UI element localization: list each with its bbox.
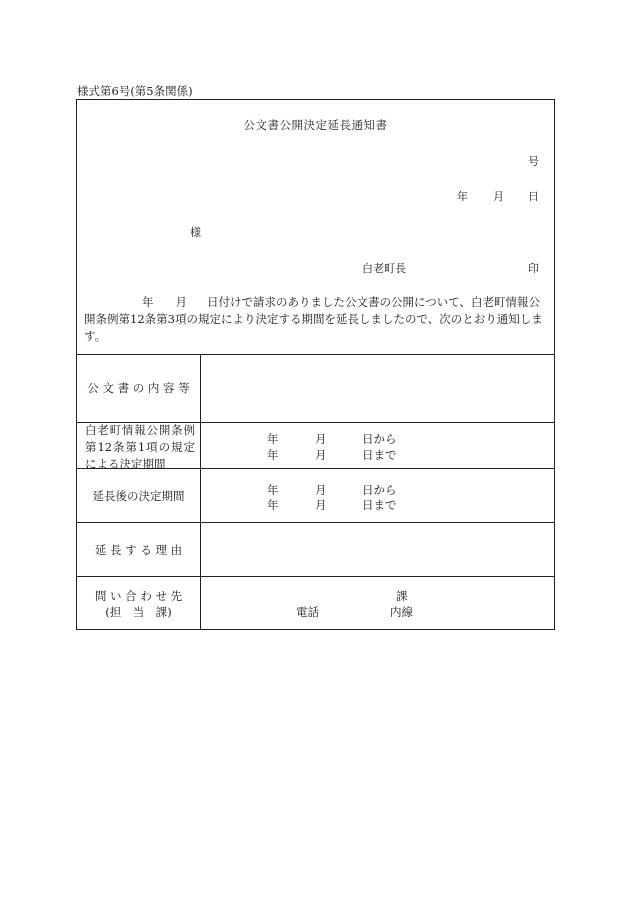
document-number-suffix: 号 [528, 155, 539, 168]
body-text: 日付けで請求のありました公文書の公開について、白老町情報公開条例第12条第3項の規定により決定する期間を延長しましたので、次のとおり通知します。 [84, 295, 543, 343]
body-year: 年 [142, 295, 154, 309]
column-divider [200, 354, 201, 629]
notice-form [76, 99, 555, 630]
date-month: 月 [493, 190, 504, 203]
extended-from-year: 年 [267, 483, 279, 497]
label-contact: 問 い 合 わ せ 先 [94, 589, 183, 603]
original-from-day: 日から [362, 432, 397, 446]
form-number-label: 様式第6号(第5条関係) [77, 84, 193, 98]
original-to-day: 日まで [362, 448, 397, 462]
seal-mark: 印 [528, 262, 539, 275]
document-title: 公文書公開決定延長通知書 [243, 118, 388, 132]
extended-to-day: 日まで [362, 498, 397, 512]
label-contact-department: (担 当 課) [105, 605, 172, 619]
date-day: 日 [528, 190, 539, 203]
row-divider [77, 522, 554, 523]
extended-from-month: 月 [315, 483, 327, 497]
body-month: 月 [175, 295, 187, 309]
original-from-month: 月 [315, 432, 327, 446]
extended-from-day: 日から [362, 483, 397, 497]
label-document-contents: 公 文 書 の 内 容 等 [87, 381, 190, 395]
label-extension-reason: 延 長 す る 理 由 [94, 543, 183, 557]
extended-to-month: 月 [315, 498, 327, 512]
date-year: 年 [457, 190, 468, 203]
contact-section-suffix: 課 [396, 589, 408, 603]
notice-body [84, 294, 550, 345]
original-to-year: 年 [267, 448, 279, 462]
sender-title: 白老町長 [362, 262, 406, 275]
label-extended-period: 延長後の決定期間 [92, 489, 185, 503]
contact-phone-label: 電話 [296, 605, 319, 619]
label-original-period: 白老町情報公開条例第12条第1項の規定による決定期間 [85, 423, 195, 471]
original-from-year: 年 [267, 432, 279, 446]
original-to-month: 月 [315, 448, 327, 462]
row-divider [77, 576, 554, 577]
extended-to-year: 年 [267, 498, 279, 512]
addressee-suffix: 様 [190, 226, 201, 239]
table-top-rule [77, 354, 554, 355]
contact-extension-label: 内線 [390, 605, 413, 619]
